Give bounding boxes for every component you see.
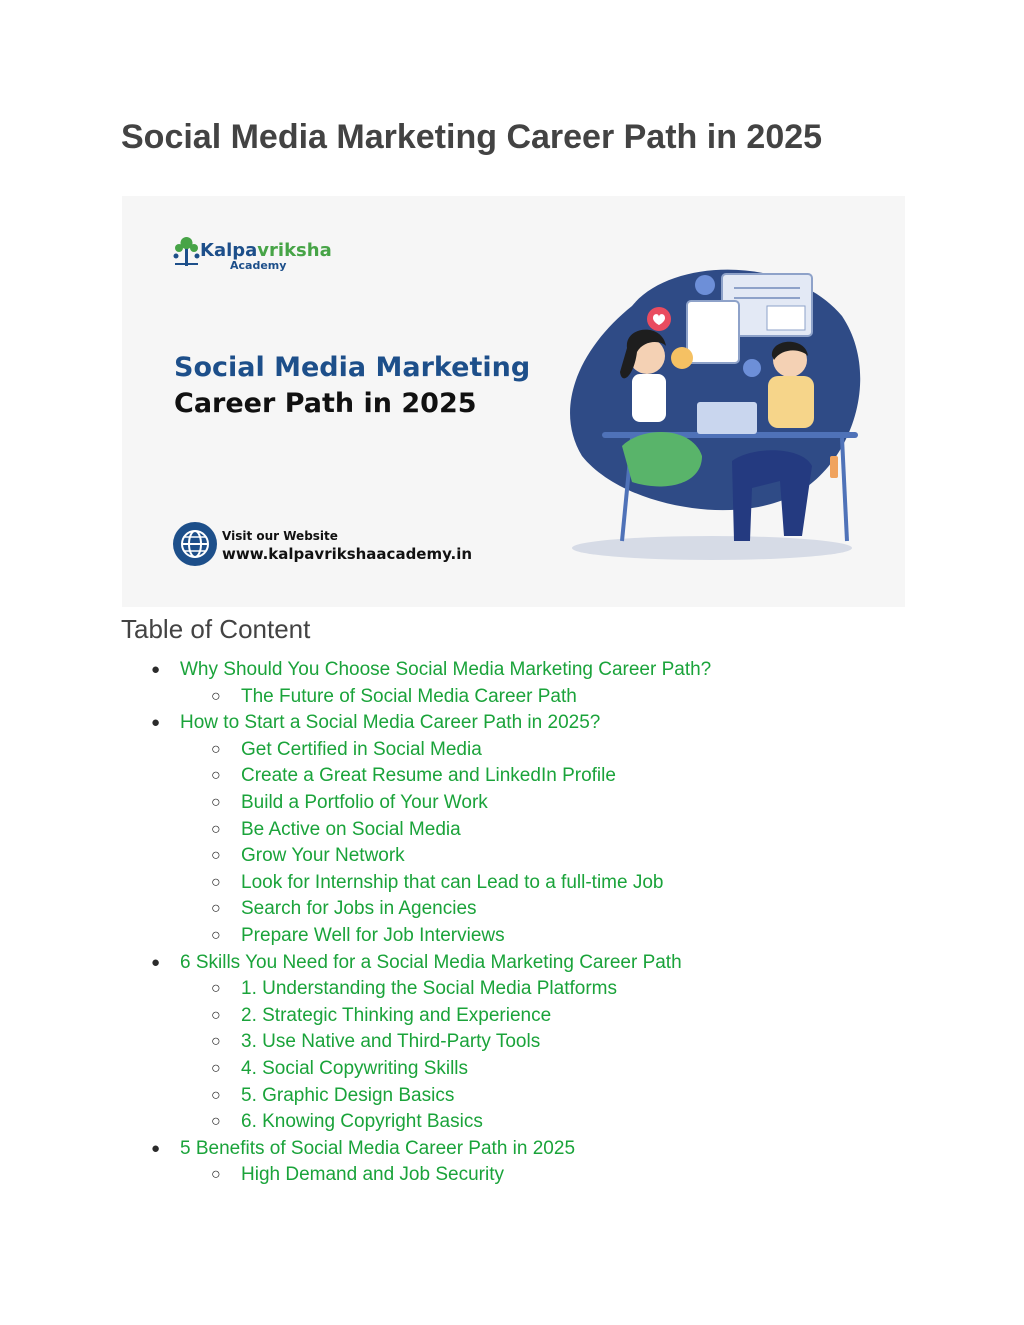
list-item — [0, 1003, 1024, 1030]
list-item — [0, 737, 1024, 764]
toc-link[interactable]: 5. Graphic Design Basics — [241, 1084, 455, 1106]
circle-bullet-icon: ○ — [211, 767, 221, 785]
list-item — [0, 843, 1024, 870]
toc-link[interactable]: 6. Knowing Copyright Basics — [241, 1111, 483, 1133]
circle-bullet-icon: ○ — [211, 1006, 221, 1024]
toc-link[interactable]: Prepare Well for Job Interviews — [241, 924, 505, 946]
logo-subtitle: Academy — [230, 259, 287, 272]
list-item — [0, 1162, 1024, 1189]
banner-image — [122, 196, 905, 607]
toc-link[interactable]: Look for Internship that can Lead to a full-time Job — [241, 871, 664, 893]
circle-bullet-icon: ○ — [211, 1113, 221, 1131]
list-item — [0, 790, 1024, 817]
list-item — [0, 657, 1024, 684]
toc-link[interactable]: Be Active on Social Media — [241, 818, 461, 840]
laptop-icon — [697, 402, 757, 434]
circle-bullet-icon: ○ — [211, 847, 221, 865]
list-item — [0, 923, 1024, 950]
website-label: Visit our Website — [222, 529, 338, 543]
toc-link[interactable]: Search for Jobs in Agencies — [241, 898, 477, 920]
list-item — [0, 1136, 1024, 1163]
circle-bullet-icon: ○ — [211, 1166, 221, 1184]
list-item — [0, 1109, 1024, 1136]
page-title: Social Media Marketing Career Path in 2025 — [121, 118, 823, 156]
circle-bullet-icon: ○ — [211, 926, 221, 944]
circle-bullet-icon: ○ — [211, 820, 221, 838]
toc-link[interactable]: 2. Strategic Thinking and Experience — [241, 1004, 552, 1026]
website-url: www.kalpavrikshaacademy.in — [222, 545, 473, 563]
list-item — [0, 1056, 1024, 1083]
bullet-icon: ● — [151, 1139, 161, 1157]
circle-bullet-icon: ○ — [211, 1033, 221, 1051]
logo-name-part-b: vriksha — [257, 240, 332, 261]
list-item — [0, 870, 1024, 897]
globe-icon — [173, 522, 217, 566]
toc-link[interactable]: The Future of Social Media Career Path — [241, 685, 577, 707]
toc-heading: Table of Content — [121, 614, 311, 644]
list-item — [0, 817, 1024, 844]
list-item — [0, 684, 1024, 711]
list-item — [0, 1029, 1024, 1056]
circle-bullet-icon: ○ — [211, 687, 221, 705]
list-item — [0, 896, 1024, 923]
circle-bullet-icon: ○ — [211, 980, 221, 998]
list-item — [0, 763, 1024, 790]
toc-link[interactable]: Create a Great Resume and LinkedIn Profile — [241, 765, 616, 787]
banner-heading-line1: Social Media Marketing — [174, 352, 531, 383]
toc-link[interactable]: 3. Use Native and Third-Party Tools — [241, 1031, 541, 1053]
circle-bullet-icon: ○ — [211, 1086, 221, 1104]
bullet-icon: ● — [151, 661, 161, 678]
table-of-contents — [0, 657, 1024, 1189]
toc-link[interactable]: Get Certified in Social Media — [241, 738, 482, 760]
circle-bullet-icon: ○ — [211, 873, 221, 891]
circle-bullet-icon: ○ — [211, 793, 221, 811]
toc-link[interactable]: 6 Skills You Need for a Social Media Marketing Career Path — [180, 951, 682, 973]
list-item — [0, 1083, 1024, 1110]
toc-link[interactable]: 4. Social Copywriting Skills — [241, 1057, 469, 1079]
people-illustration — [562, 256, 872, 576]
toc-link[interactable]: 1. Understanding the Social Media Platforms — [241, 978, 617, 1000]
banner-heading-line2: Career Path in 2025 — [174, 388, 477, 419]
bullet-icon: ● — [151, 953, 161, 971]
thumbs-up-icon — [695, 275, 715, 295]
circle-bullet-icon: ○ — [211, 900, 221, 918]
bullet-icon: ● — [151, 714, 161, 732]
toc-link[interactable]: High Demand and Job Security — [241, 1164, 504, 1186]
toc-link[interactable]: How to Start a Social Media Career Path in 2025? — [180, 712, 601, 734]
logo-name-part-a: Kalpa — [200, 240, 258, 261]
toc-link[interactable]: Build a Portfolio of Your Work — [241, 791, 488, 813]
toc-link[interactable]: Why Should You Choose Social Media Marketing Career Path? — [180, 659, 712, 680]
list-item — [0, 976, 1024, 1003]
toc-link[interactable]: Grow Your Network — [241, 845, 405, 867]
list-item — [0, 950, 1024, 977]
logo-name — [200, 240, 332, 261]
list-item — [0, 710, 1024, 737]
tree-logo-icon — [172, 234, 202, 268]
toc-link[interactable]: 5 Benefits of Social Media Career Path in 2025 — [180, 1137, 576, 1159]
circle-bullet-icon: ○ — [211, 740, 221, 758]
circle-bullet-icon: ○ — [211, 1059, 221, 1077]
